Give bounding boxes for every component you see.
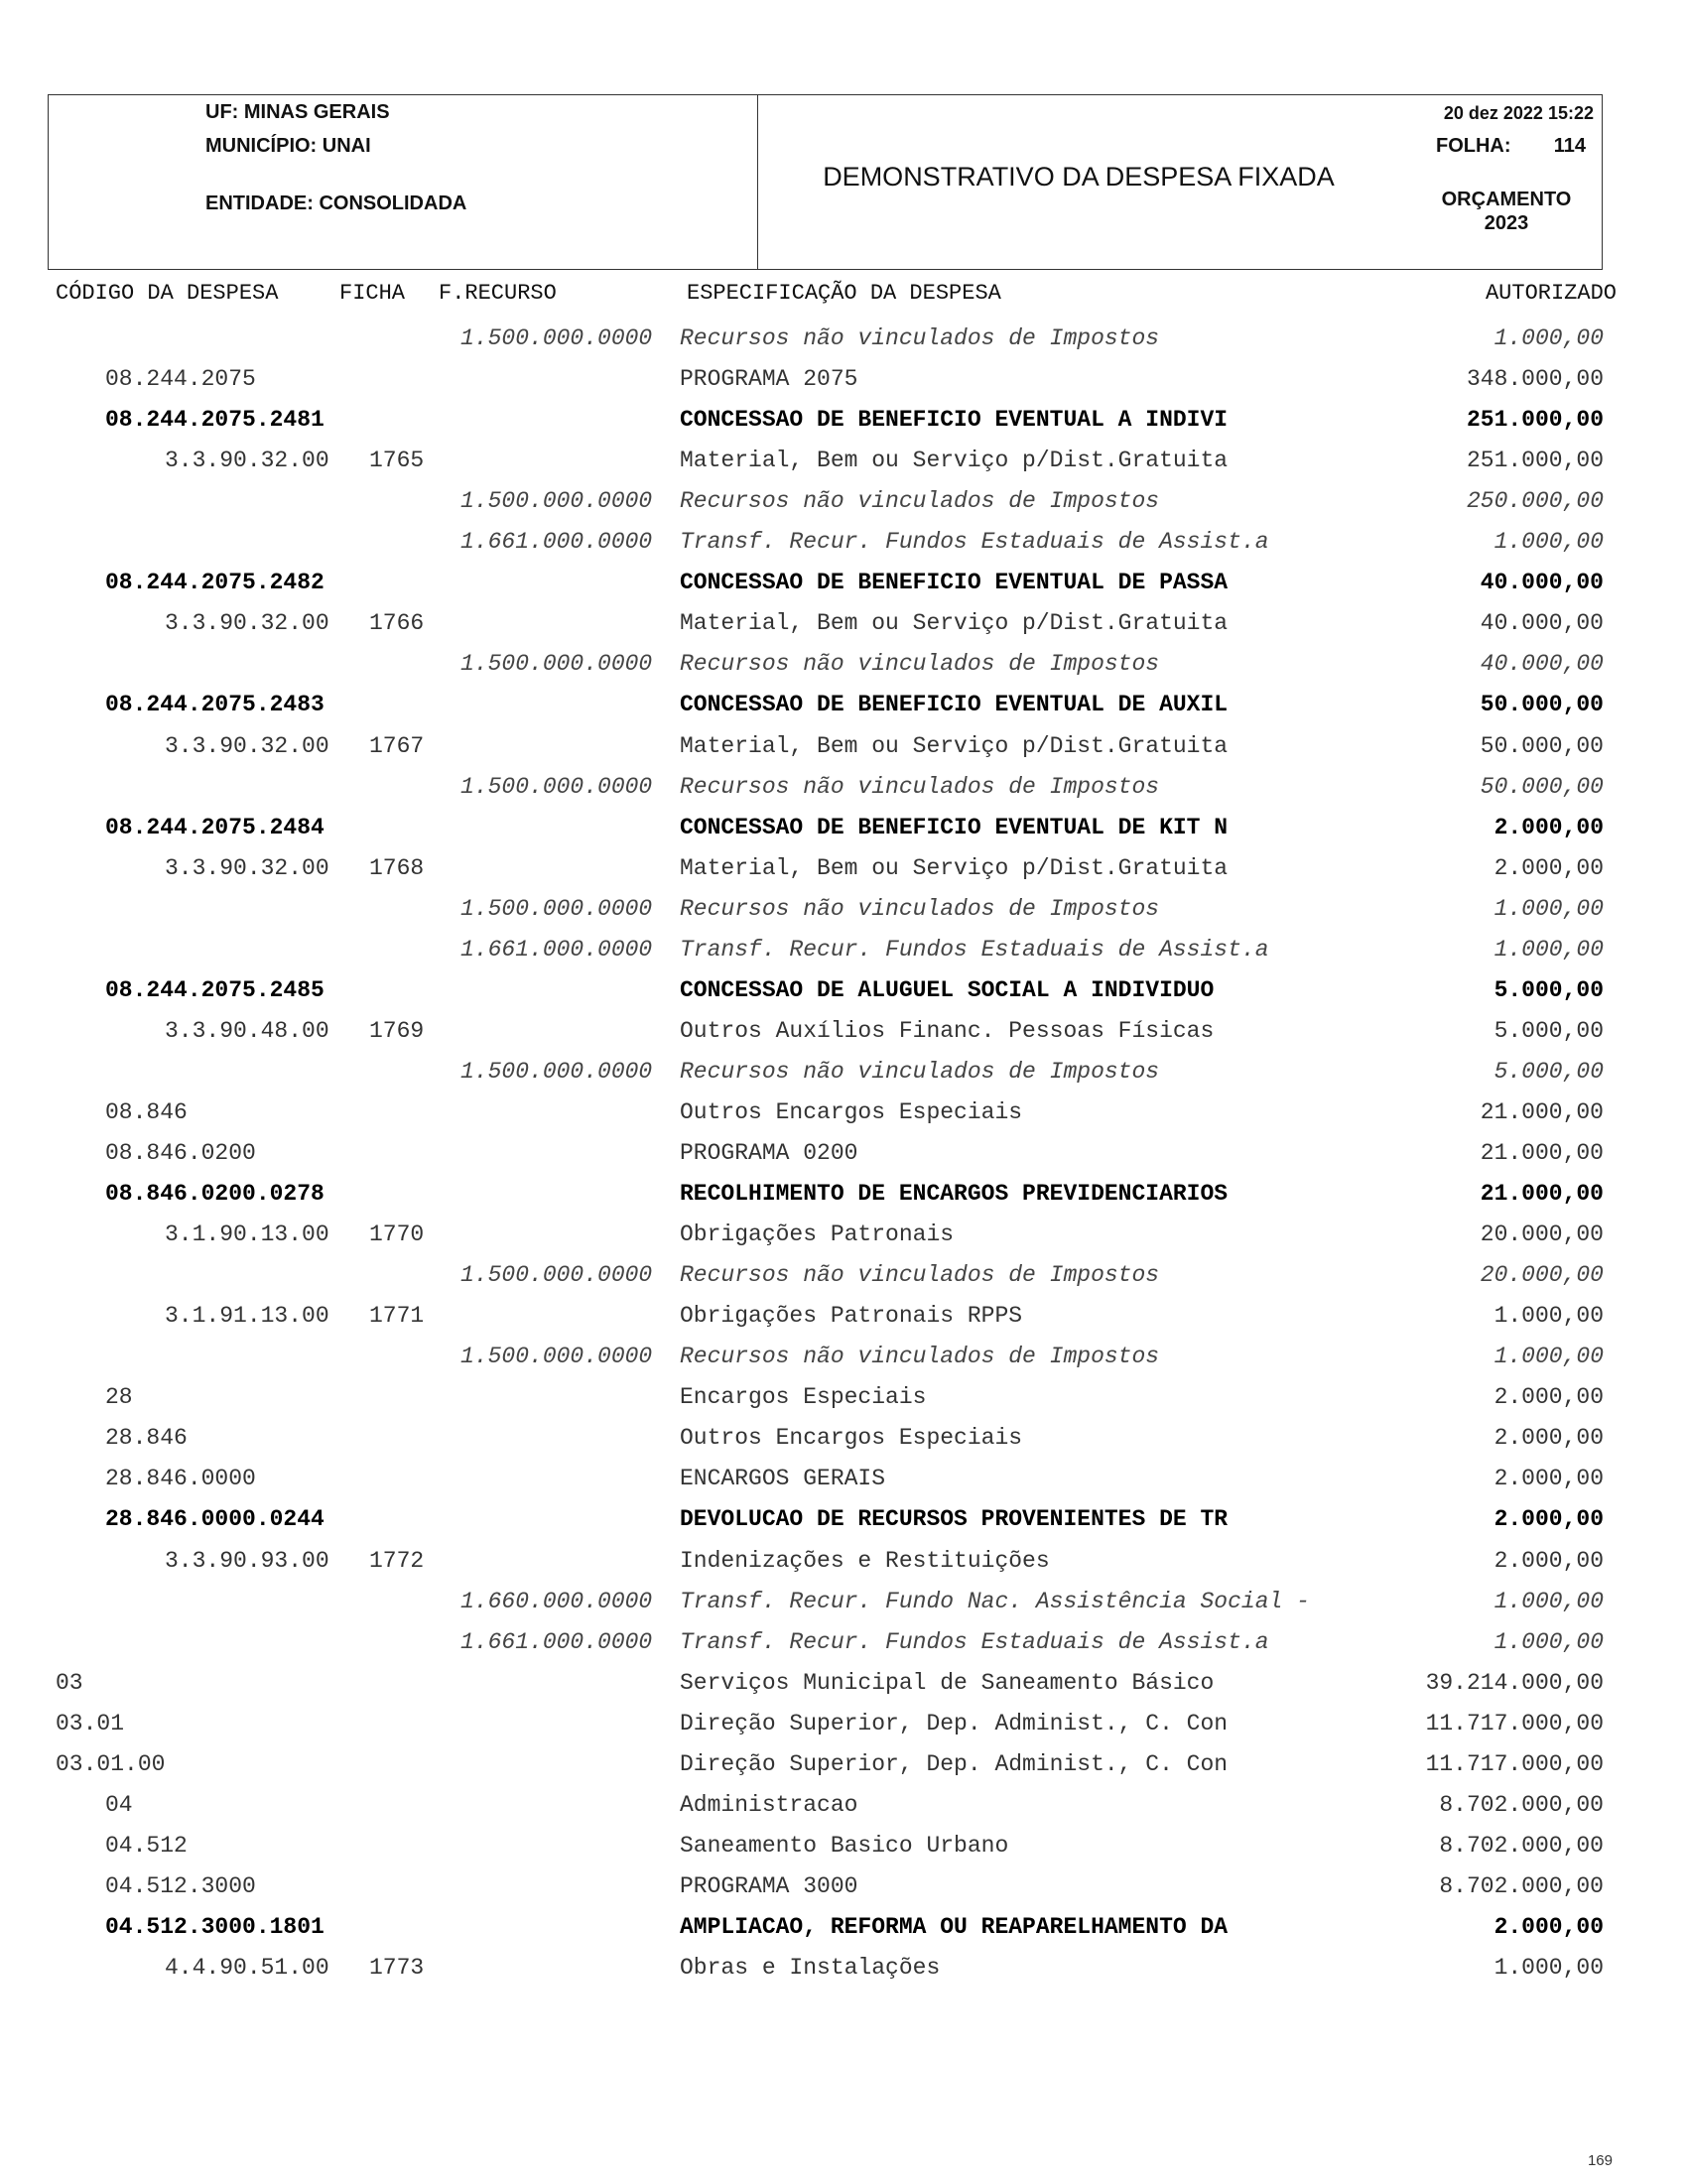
authorized-amount: 39.214.000,00: [1425, 1670, 1604, 1696]
authorized-amount: 50.000,00: [1480, 774, 1604, 800]
expense-row: [0, 815, 1688, 850]
expense-row: [0, 1018, 1688, 1054]
expense-code: 04.512: [105, 1833, 188, 1859]
expense-description: Saneamento Basico Urbano: [680, 1833, 1009, 1859]
expense-description: Recursos não vinculados de Impostos: [680, 1344, 1160, 1369]
fonte-recurso-code: 1.500.000.0000: [460, 1059, 653, 1085]
expense-description: Encargos Especiais: [680, 1384, 927, 1410]
expense-row: [0, 1425, 1688, 1461]
fonte-recurso-row: [0, 1589, 1688, 1624]
authorized-amount: 8.702.000,00: [1439, 1873, 1604, 1899]
expense-description: Material, Bem ou Serviço p/Dist.Gratuita: [680, 855, 1229, 881]
authorized-amount: 8.702.000,00: [1439, 1792, 1604, 1818]
expense-description: Direção Superior, Dep. Administ., C. Con: [680, 1711, 1229, 1736]
expense-code: 3.3.90.48.00: [165, 1018, 329, 1044]
expense-row: [0, 1873, 1688, 1909]
fonte-recurso-code: 1.500.000.0000: [460, 1344, 653, 1369]
authorized-amount: 1.000,00: [1493, 1344, 1604, 1369]
authorized-amount: 1.000,00: [1493, 1589, 1604, 1614]
expense-row: [0, 448, 1688, 483]
expense-description: Recursos não vinculados de Impostos: [680, 1059, 1160, 1085]
expense-description: Recursos não vinculados de Impostos: [680, 1262, 1160, 1288]
expense-code: 28.846.0000.0244: [105, 1506, 325, 1532]
authorized-amount: 11.717.000,00: [1425, 1711, 1604, 1736]
ficha-number: 1770: [369, 1221, 425, 1247]
expense-description: Material, Bem ou Serviço p/Dist.Gratuita: [680, 448, 1229, 473]
expense-description: Recursos não vinculados de Impostos: [680, 325, 1160, 351]
expense-row: [0, 1792, 1688, 1828]
authorized-amount: 2.000,00: [1493, 1384, 1604, 1410]
expense-code: 28: [105, 1384, 133, 1410]
expense-row: [0, 692, 1688, 727]
expense-description: CONCESSAO DE BENEFICIO EVENTUAL DE KIT N: [680, 815, 1229, 840]
authorized-amount: 2.000,00: [1493, 1466, 1604, 1491]
authorized-amount: 1.000,00: [1493, 937, 1604, 963]
col-ficha: FICHA: [339, 281, 406, 306]
fonte-recurso-row: [0, 774, 1688, 810]
expense-code: 4.4.90.51.00: [165, 1955, 329, 1981]
authorized-amount: 21.000,00: [1480, 1181, 1604, 1207]
entidade-label: ENTIDADE: CONSOLIDADA: [205, 193, 467, 214]
fonte-recurso-code: 1.661.000.0000: [460, 1629, 653, 1655]
expense-description: PROGRAMA 3000: [680, 1873, 858, 1899]
expense-code: 08.244.2075: [105, 366, 256, 392]
fonte-recurso-row: [0, 529, 1688, 565]
expense-code: 08.846.0200.0278: [105, 1181, 325, 1207]
expense-code: 08.244.2075.2485: [105, 977, 325, 1003]
authorized-amount: 2.000,00: [1493, 1506, 1604, 1532]
fonte-recurso-code: 1.500.000.0000: [460, 1262, 653, 1288]
expense-row: [0, 1221, 1688, 1257]
expense-row: [0, 366, 1688, 402]
expense-row: [0, 1711, 1688, 1746]
authorized-amount: 2.000,00: [1493, 815, 1604, 840]
expense-description: RECOLHIMENTO DE ENCARGOS PREVIDENCIARIOS: [680, 1181, 1229, 1207]
fonte-recurso-row: [0, 1344, 1688, 1379]
ficha-number: 1765: [369, 448, 425, 473]
expense-code: 28.846.0000: [105, 1466, 256, 1491]
expense-description: CONCESSAO DE BENEFICIO EVENTUAL DE AUXIL: [680, 692, 1229, 717]
authorized-amount: 1.000,00: [1493, 896, 1604, 922]
fonte-recurso-code: 1.500.000.0000: [460, 774, 653, 800]
expense-row: [0, 1506, 1688, 1542]
authorized-amount: 348.000,00: [1466, 366, 1604, 392]
expense-description: Outros Encargos Especiais: [680, 1425, 1023, 1451]
expense-code: 08.244.2075.2484: [105, 815, 325, 840]
authorized-amount: 20.000,00: [1480, 1262, 1604, 1288]
ficha-number: 1771: [369, 1303, 425, 1329]
report-title: DEMONSTRATIVO DA DESPESA FIXADA: [823, 162, 1335, 192]
expense-row: [0, 1670, 1688, 1706]
expense-description: PROGRAMA 2075: [680, 366, 858, 392]
expense-description: ENCARGOS GERAIS: [680, 1466, 886, 1491]
expense-description: CONCESSAO DE BENEFICIO EVENTUAL A INDIVI: [680, 407, 1229, 433]
fonte-recurso-row: [0, 1059, 1688, 1094]
authorized-amount: 5.000,00: [1493, 977, 1604, 1003]
report-datetime: 20 dez 2022 15:22: [1443, 103, 1594, 123]
col-codigo: CÓDIGO DA DESPESA: [56, 281, 279, 306]
expense-description: Indenizações e Restituições: [680, 1548, 1050, 1574]
expense-row: [0, 610, 1688, 646]
folha-value: 114: [1553, 135, 1586, 157]
expense-description: PROGRAMA 0200: [680, 1140, 858, 1166]
authorized-amount: 40.000,00: [1480, 610, 1604, 636]
expense-code: 04.512.3000: [105, 1873, 256, 1899]
expense-code: 08.244.2075.2483: [105, 692, 325, 717]
folha-label: FOLHA:: [1436, 135, 1511, 157]
expense-description: Transf. Recur. Fundos Estaduais de Assist.a: [680, 1629, 1269, 1655]
expense-description: CONCESSAO DE ALUGUEL SOCIAL A INDIVIDUO: [680, 977, 1215, 1003]
fonte-recurso-row: [0, 651, 1688, 687]
authorized-amount: 20.000,00: [1480, 1221, 1604, 1247]
authorized-amount: 50.000,00: [1480, 692, 1604, 717]
uf-label: UF: MINAS GERAIS: [205, 101, 390, 123]
expense-code: 08.244.2075.2482: [105, 570, 325, 595]
expense-row: [0, 733, 1688, 769]
authorized-amount: 1.000,00: [1493, 1629, 1604, 1655]
expense-code: 08.244.2075.2481: [105, 407, 325, 433]
fonte-recurso-code: 1.500.000.0000: [460, 896, 653, 922]
expense-row: [0, 1466, 1688, 1501]
expense-description: Recursos não vinculados de Impostos: [680, 774, 1160, 800]
municipio-label: MUNICÍPIO: UNAI: [205, 135, 371, 157]
expense-description: AMPLIACAO, REFORMA OU REAPARELHAMENTO DA: [680, 1914, 1229, 1940]
authorized-amount: 251.000,00: [1466, 448, 1604, 473]
expense-description: Obrigações Patronais: [680, 1221, 955, 1247]
expense-description: Outros Auxílios Financ. Pessoas Físicas: [680, 1018, 1215, 1044]
expense-row: [0, 1955, 1688, 1991]
expense-row: [0, 1751, 1688, 1787]
expense-description: Administracao: [680, 1792, 858, 1818]
authorized-amount: 21.000,00: [1480, 1099, 1604, 1125]
fonte-recurso-code: 1.500.000.0000: [460, 325, 653, 351]
expense-code: 3.1.90.13.00: [165, 1221, 329, 1247]
authorized-amount: 1.000,00: [1493, 529, 1604, 555]
orcamento-year: 2023: [1484, 212, 1529, 234]
authorized-amount: 250.000,00: [1466, 488, 1604, 514]
page-number: 169: [1587, 2152, 1613, 2169]
authorized-amount: 40.000,00: [1480, 570, 1604, 595]
fonte-recurso-code: 1.661.000.0000: [460, 937, 653, 963]
expense-code: 03.01: [56, 1711, 125, 1736]
expense-row: [0, 1303, 1688, 1339]
authorized-amount: 1.000,00: [1493, 325, 1604, 351]
expense-description: Material, Bem ou Serviço p/Dist.Gratuita: [680, 610, 1229, 636]
ficha-number: 1773: [369, 1955, 425, 1981]
expense-code: 03.01.00: [56, 1751, 166, 1777]
expense-description: DEVOLUCAO DE RECURSOS PROVENIENTES DE TR: [680, 1506, 1229, 1532]
expense-row: [0, 1181, 1688, 1217]
report-header: [48, 94, 1603, 270]
authorized-amount: 5.000,00: [1493, 1018, 1604, 1044]
authorized-amount: 2.000,00: [1493, 855, 1604, 881]
expense-code: 3.1.91.13.00: [165, 1303, 329, 1329]
fonte-recurso-row: [0, 1262, 1688, 1298]
expense-code: 3.3.90.32.00: [165, 733, 329, 759]
expense-code: 3.3.90.93.00: [165, 1548, 329, 1574]
fonte-recurso-code: 1.661.000.0000: [460, 529, 653, 555]
authorized-amount: 1.000,00: [1493, 1303, 1604, 1329]
expense-row: [0, 1140, 1688, 1176]
expense-description: Direção Superior, Dep. Administ., C. Con: [680, 1751, 1229, 1777]
authorized-amount: 11.717.000,00: [1425, 1751, 1604, 1777]
authorized-amount: 5.000,00: [1493, 1059, 1604, 1085]
expense-description: Recursos não vinculados de Impostos: [680, 651, 1160, 677]
expense-description: Serviços Municipal de Saneamento Básico: [680, 1670, 1215, 1696]
expense-row: [0, 1833, 1688, 1868]
ficha-number: 1768: [369, 855, 425, 881]
expense-row: [0, 1548, 1688, 1584]
column-headers: [0, 281, 1688, 311]
fonte-recurso-row: [0, 325, 1688, 361]
expense-row: [0, 855, 1688, 891]
expense-code: 04.512.3000.1801: [105, 1914, 325, 1940]
orcamento-label: ORÇAMENTO: [1441, 189, 1572, 210]
authorized-amount: 1.000,00: [1493, 1955, 1604, 1981]
ficha-number: 1766: [369, 610, 425, 636]
expense-description: Recursos não vinculados de Impostos: [680, 896, 1160, 922]
expense-code: 28.846: [105, 1425, 188, 1451]
col-autorizado: AUTORIZADO: [1485, 281, 1617, 306]
expense-code: 04: [105, 1792, 133, 1818]
expense-description: Obrigações Patronais RPPS: [680, 1303, 1023, 1329]
authorized-amount: 251.000,00: [1466, 407, 1604, 433]
ficha-number: 1772: [369, 1548, 425, 1574]
expense-row: [0, 1384, 1688, 1420]
ficha-number: 1767: [369, 733, 425, 759]
expense-code: 3.3.90.32.00: [165, 448, 329, 473]
expense-row: [0, 407, 1688, 443]
authorized-amount: 2.000,00: [1493, 1548, 1604, 1574]
expense-description: Outros Encargos Especiais: [680, 1099, 1023, 1125]
col-especificacao: ESPECIFICAÇÃO DA DESPESA: [687, 281, 1001, 306]
authorized-amount: 2.000,00: [1493, 1914, 1604, 1940]
fonte-recurso-row: [0, 896, 1688, 932]
fonte-recurso-row: [0, 488, 1688, 524]
ficha-number: 1769: [369, 1018, 425, 1044]
expense-code: 08.846: [105, 1099, 188, 1125]
expense-description: Transf. Recur. Fundo Nac. Assistência Social -: [680, 1589, 1310, 1614]
expense-code: 08.846.0200: [105, 1140, 256, 1166]
authorized-amount: 8.702.000,00: [1439, 1833, 1604, 1859]
expense-code: 3.3.90.32.00: [165, 855, 329, 881]
expense-description: Recursos não vinculados de Impostos: [680, 488, 1160, 514]
expense-description: Transf. Recur. Fundos Estaduais de Assist.a: [680, 937, 1269, 963]
expense-row: [0, 1914, 1688, 1950]
fonte-recurso-code: 1.500.000.0000: [460, 651, 653, 677]
authorized-amount: 40.000,00: [1480, 651, 1604, 677]
expense-description: Transf. Recur. Fundos Estaduais de Assist.a: [680, 529, 1269, 555]
expense-row: [0, 1099, 1688, 1135]
expense-row: [0, 570, 1688, 605]
expense-row: [0, 977, 1688, 1013]
fonte-recurso-row: [0, 1629, 1688, 1665]
expense-code: 03: [56, 1670, 83, 1696]
expense-description: Material, Bem ou Serviço p/Dist.Gratuita: [680, 733, 1229, 759]
fonte-recurso-code: 1.500.000.0000: [460, 488, 653, 514]
fonte-recurso-code: 1.660.000.0000: [460, 1589, 653, 1614]
col-recurso: F.RECURSO: [439, 281, 557, 306]
expense-code: 3.3.90.32.00: [165, 610, 329, 636]
authorized-amount: 21.000,00: [1480, 1140, 1604, 1166]
authorized-amount: 50.000,00: [1480, 733, 1604, 759]
expense-description: Obras e Instalações: [680, 1955, 941, 1981]
expense-description: CONCESSAO DE BENEFICIO EVENTUAL DE PASSA: [680, 570, 1229, 595]
fonte-recurso-row: [0, 937, 1688, 972]
authorized-amount: 2.000,00: [1493, 1425, 1604, 1451]
